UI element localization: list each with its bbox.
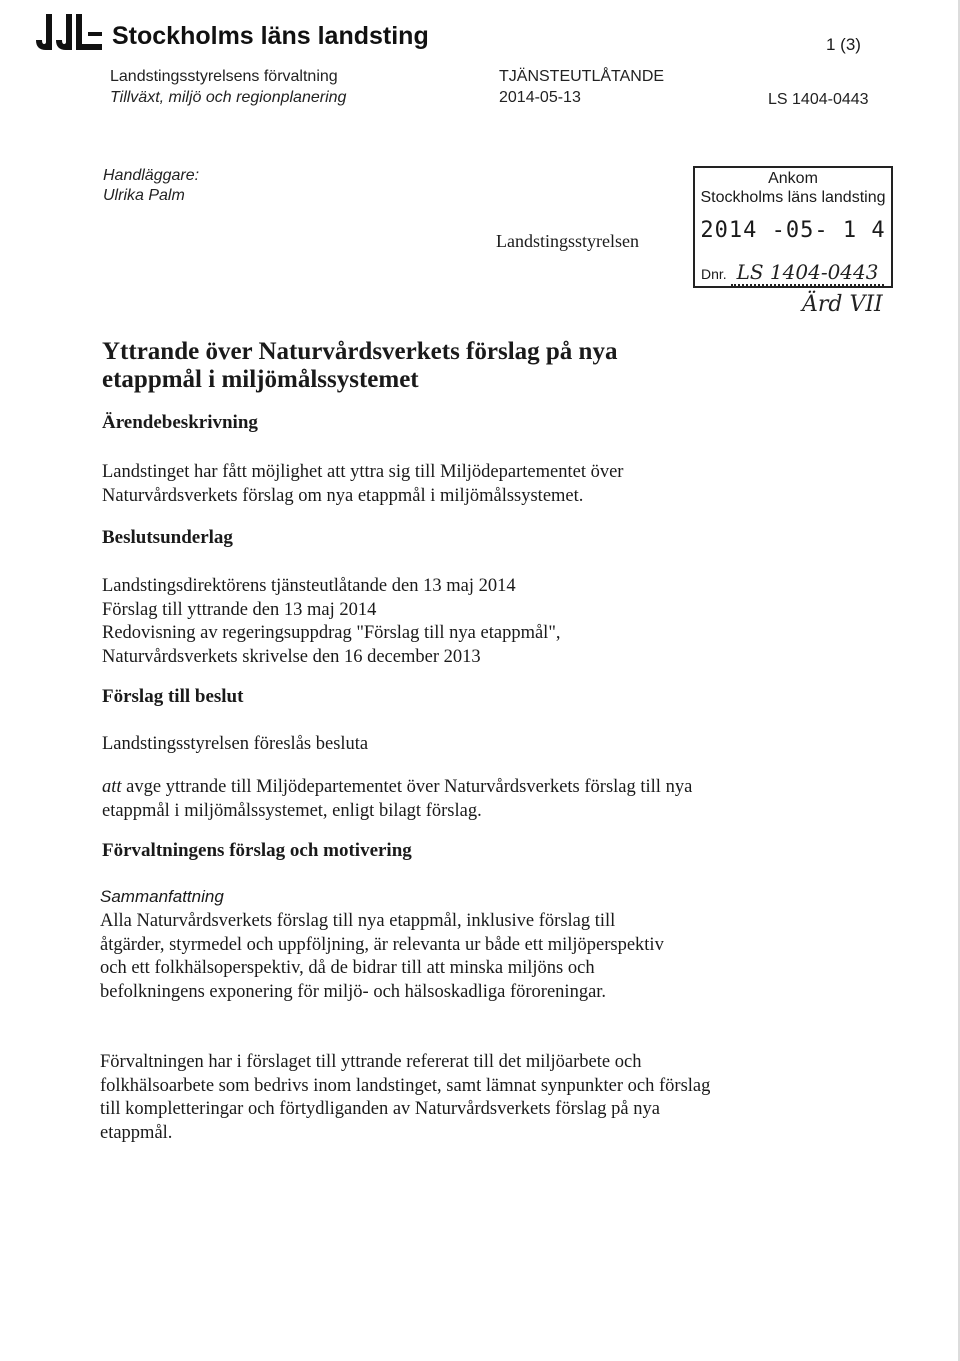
forslag-intro: Landstingsstyrelsen föreslås besluta — [102, 734, 369, 754]
arende-paragraph: Landstinget har fått möjlighet att yttra sig till Miljödepartementet över Naturvårdsverkets förslag om nya etappmål i miljömålssystemet. — [102, 462, 624, 506]
stamp-line-1: Ankom — [768, 170, 818, 187]
stamp-dnr-value: LS 1404-0443 — [731, 260, 885, 286]
sll-logo — [32, 10, 106, 56]
stamp-dnr — [701, 260, 884, 284]
handler-name: Ulrika Palm — [103, 187, 185, 204]
stamp-date: 2014 -05- 1 4 — [700, 218, 886, 243]
handler-label: Handläggare: — [103, 167, 200, 184]
beslut-list — [102, 575, 561, 669]
document-date: 2014-05-13 — [499, 89, 581, 106]
recipient: Landstingsstyrelsen — [496, 231, 639, 251]
sammanfattning-paragraph: Alla Naturvårdsverkets förslag till nya etappmål, inklusive förslag till åtgärder, styrmedel och uppföljning, är relevanta ur både ett miljöperspektiv och ett folkhälsoperspektiv, då de bidrar till att minska miljöns och befolkningens exponering för miljö- och hälsoskadliga föroreningar. — [100, 911, 664, 1002]
stamp-line-2: Stockholms läns landsting — [700, 189, 886, 206]
received-stamp — [693, 166, 893, 288]
document-type: TJÄNSTEUTLÅTANDE — [499, 68, 665, 85]
department: Landstingsstyrelsens förvaltning — [110, 68, 338, 85]
list-item: Redovisning av regeringsuppdrag "Förslag till nya etappmål", — [102, 623, 561, 643]
forslag-paragraph — [102, 776, 727, 823]
forvaltning-paragraph: Förvaltningen har i förslaget till yttrande refererat till det miljöarbete och folkhälsoarbete som bedrivs inom landstinget, samt lämnat synpunkter och förslag till kompletteringar och förtydliganden av Naturvårdsverkets förslag på nya etappmål. — [100, 1052, 711, 1143]
heading-motivering: Förvaltningens förslag och motivering — [102, 840, 412, 861]
page-number: 1 (3) — [826, 35, 861, 54]
document-reference: LS 1404-0443 — [768, 91, 869, 108]
page-title: Yttrande över Naturvårdsverkets förslag på nya etappmål i miljömålssystemet — [102, 338, 618, 393]
heading-forslag-till-beslut: Förslag till beslut — [102, 686, 244, 707]
list-item: Förslag till yttrande den 13 maj 2014 — [102, 599, 377, 620]
list-item: Naturvårdsverkets skrivelse den 16 december 2013 — [102, 646, 481, 667]
handwritten-note: Ärd VII — [802, 292, 883, 317]
division: Tillväxt, miljö och regionplanering — [110, 89, 347, 106]
stamp-dnr-label: Dnr. — [701, 266, 727, 282]
forslag-text: avge yttrande till Miljödepartementet över Naturvårdsverkets förslag till nya etappmål i miljömålssystemet, enligt bilagt förslag. — [102, 777, 693, 821]
heading-arendebeskrivning: Ärendebeskrivning — [102, 412, 258, 433]
organization-name: Stockholms läns landsting — [112, 22, 429, 50]
heading-beslutsunderlag: Beslutsunderlag — [102, 527, 233, 548]
list-item: Landstingsdirektörens tjänsteutlåtande den 13 maj 2014 — [102, 576, 516, 596]
sammanfattning-label: Sammanfattning — [100, 887, 224, 906]
forslag-att: att — [102, 777, 122, 797]
